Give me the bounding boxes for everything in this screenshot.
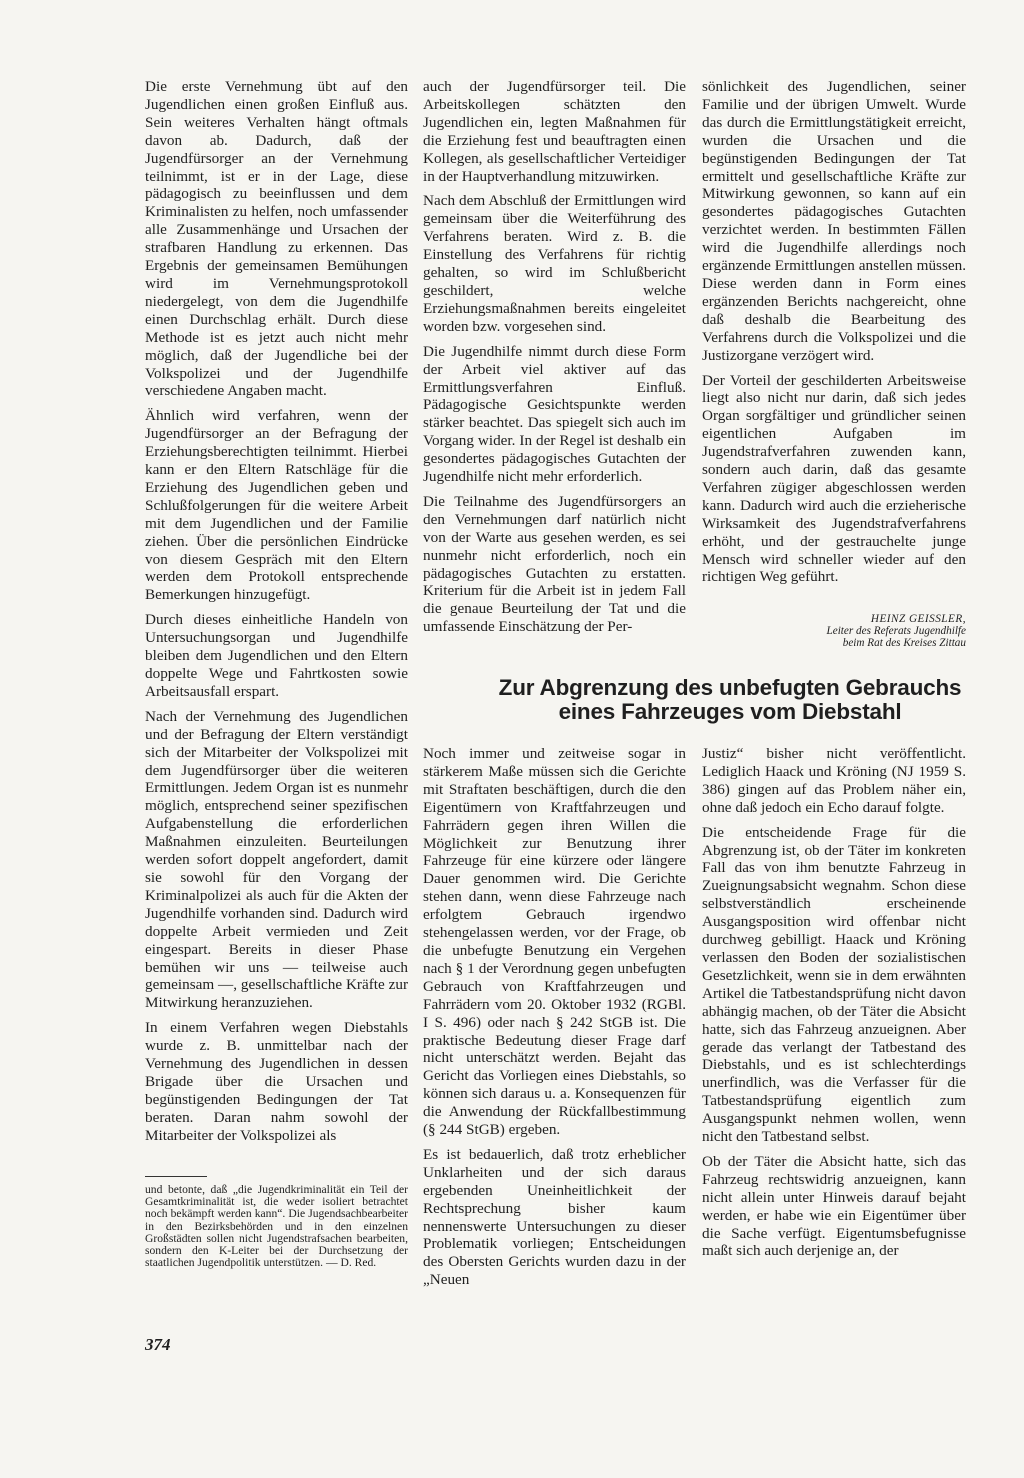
article-column-b [702,745,966,1267]
paragraph: Nach der Vernehmung des Jugendlichen und der Befragung der Eltern verständigt sich der Mitarbeiter der Volkspolizei mit dem Jugendfürsorger über die weiteren Ermittlungen. Jedem Organ ist es nunmehr möglich, entsprechend seiner spezifischen Aufgabenstellung die erforderlichen Maßnahmen einzuleiten. Beurteilungen werden sofort doppelt angefordert, damit sie sowohl für den Vorgang der Kriminalpolizei als auch für die Akten der Jugendhilfe vorhanden sind. Dadurch wird doppelte Arbeit vermieden und Zeit eingespart. Bereits in dieser Phase bemühen wir uns — teilweise auch gemeinsam —, gesellschaftliche Kräfte zur Mitwirkung heranzuziehen. [145,707,408,1012]
paragraph: Die Jugendhilfe nimmt durch diese Form der Arbeit viel aktiver auf das Ermittlungsverfahren Einfluß. Pädagogische Gesichtspunkte werden stärker beachtet. Das spiegelt sich auch im Vorgang wider. In der Regel ist deshalb ein gesondertes pädagogisches Gutachten der Jugendhilfe nicht mehr erforderlich. [423,342,686,486]
author-title: Leiter des Referats Jugendhilfe [826,625,966,637]
paragraph: sönlichkeit des Jugendlichen, seiner Familie und der übrigen Umwelt. Wurde das durch die Ermittlungstätigkeit erreicht, wurden die Ursachen und die begünstigenden Bedingungen der Tat ermittelt und gesellschaftliche Kräfte zur Mitwirkung gewonnen, so kann auf ein gesondertes pädagogisches Gutachten verzichtet werden. In bestimmten Fällen wird die Jugendhilfe allerdings noch ergänzende Ermittlungen anstellen müssen. Diese werden dann in Form eines ergänzenden Berichts nachgereicht, ohne daß deshalb die Bearbeitung des Verfahrens durch die Volkspolizei und die Justizorgane verzögert wird. [702,78,966,364]
paragraph: Noch immer und zeitweise sogar in stärkerem Maße müssen sich die Gerichte mit Straftaten beschäftigen, durch die den Eigentümern von Kraftfahrzeugen und Fahrrädern gegen ihren Willen die Möglichkeit zur Benutzung ihrer Fahrzeuge für eine kürzere oder längere Dauer genommen wird. Die Gerichte stehen dann, wenn diese Fahrzeuge nach erfolgtem Gebrauch irgendwo stehengelassen werden, vor der Frage, ob die unbefugte Benutzung ein Vergehen nach § 1 der Verordnung gegen unbefugten Gebrauch von Kraftfahrzeugen und Fahrrädern vom 20. Oktober 1932 (RGBl. I S. 496) oder nach § 242 StGB ist. Die praktische Bedeutung dieser Frage darf nicht unterschätzt werden. Bejaht das Gericht das Vorliegen eines Diebstahls, so können sich daraus u. a. Konsequenzen für die Anwendung der Rückfallbestimmung (§ 244 StGB) ergeben. [423,745,686,1139]
column-right [702,78,966,593]
paragraph: auch der Jugendfürsorger teil. Die Arbeitskollegen schätzten den Jugendlichen ein, legten Maßnahmen für die Erziehung fest und beauftragten einen Kollegen, als gesellschaftlicher Verteidiger in der Hauptverhandlung mitzuwirken. [423,78,686,185]
paragraph: Durch dieses einheitliche Handeln von Untersuchungsorgan und Jugendhilfe bleiben dem Jugendlichen und den Eltern doppelte Wege und Fahrtkosten sowie Arbeitsausfall erspart. [145,611,408,700]
paragraph: Ob der Täter die Absicht hatte, sich das Fahrzeug rechtswidrig anzueignen, kann nicht allein unter Hinweis darauf bejaht werden, er habe wie ein Eigentümer über die Sache verfügt. Eigentumsbefugnisse maßt sich auch derjenige an, der [702,1152,966,1260]
paragraph: In einem Verfahren wegen Diebstahls wurde z. B. unmittelbar nach der Vernehmung des Jugendlichen in dessen Brigade über die Ursachen und begünstigenden Bedingungen der Tat beraten. Daran nahm sowohl der Mitarbeiter der Volkspolizei als [145,1019,408,1144]
paragraph: Die entscheidende Frage für die Abgrenzung ist, ob der Täter im konkreten Fall das von ihm benutzte Fahrzeug in Zueignungsabsicht wegnahm. Schon diese selbstverständlich erscheinende Ausgangsposition wird offenbar nicht durchweg gebilligt. Haack und Kröning verlassen den Boden der sozialistischen Gesetzlichkeit, wenn sie in dem erwähnten Artikel die Tatbestandsprüfung nicht davon abhängig machen, ob der Täter die Absicht hatte, sich das Fahrzeug anzueignen. Aber gerade das verlangt der Tatbestand des Diebstahls, und es ist schlechterdings unerfindlich, was die Verfasser für die Tatbestandsprüfung eigentlich zum Ausgangspunkt nehmen wollen, wenn nicht den Tatbestand selbst. [702,823,966,1146]
paragraph: Der Vorteil der geschilderten Arbeitsweise liegt also nicht nur darin, daß sich jedes Organ sorgfältiger und gründlicher seinen eigentlichen Aufgaben im Jugendstrafverfahren zuwenden kann, sondern auch darin, daß das gesamte Verfahren zügiger abgeschlossen werden kann. Dadurch wird auch die erzieherische Wirksamkeit des Jugendstrafverfahrens erhöht, und der gestrauchelte junge Mensch wird schneller wieder auf den richtigen Weg geführt. [702,371,966,586]
author-signature [702,613,966,649]
footnote-divider [145,1176,207,1177]
paragraph: Es ist bedauerlich, daß trotz erheblicher Unklarheiten und der sich daraus ergebenden Uneinheitlichkeit der Rechtsprechung bisher kaum nennenswerte Untersuchungen zu dieser Problematik vorliegen; Entscheidungen des Obersten Gerichts wurden dazu in der „Neuen [423,1145,686,1289]
author-affiliation: beim Rat des Kreises Zittau [842,637,966,649]
paragraph: Ähnlich wird verfahren, wenn der Jugendfürsorger an der Befragung der Erziehungsberechtigten teilnimmt. Hierbei kann er den Eltern Ratschläge für die Erziehung des Jugendlichen geben und Schlußfolgerungen für die weitere Arbeit mit dem Jugendlichen und der Familie ziehen. Über die persönlichen Eindrücke von diesem Gespräch mit den Eltern werden dem Protokoll entsprechende Bemerkungen hinzugefügt. [145,407,408,604]
column-middle [423,78,686,643]
article-headline [470,676,990,724]
author-name: HEINZ GEISSLER, [870,613,966,625]
paragraph: Nach dem Abschluß der Ermittlungen wird gemeinsam über die Weiterführung des Verfahrens beraten. Wird z. B. die Einstellung des Verfahrens für richtig gehalten, so wird im Schlußbericht geschildert, welche Erziehungsmaßnahmen bereits eingeleitet worden bzw. vorgesehen sind. [423,192,686,335]
headline-line-2: eines Fahrzeuges vom Diebstahl [558,699,902,724]
column-left [145,78,408,1152]
paragraph: Justiz“ bisher nicht veröffentlicht. Lediglich Haack und Kröning (NJ 1959 S. 386) gingen auf das Problem näher ein, ohne daß jedoch ein Echo darauf folgte. [702,745,966,816]
headline-line-1: Zur Abgrenzung des unbefugten Gebrauchs [498,675,962,700]
page-number: 374 [145,1335,171,1354]
paragraph: Die erste Vernehmung übt auf den Jugendlichen einen großen Einfluß aus. Sein weiteres Verhalten hängt oftmals davon ab. Dadurch, daß der Jugendfürsorger an der Vernehmung teilnimmt, ist er in der Lage, diese pädagogisch zu beeinflussen und dem Kriminalisten zu helfen, noch umfassender alle Zusammenhänge und Ursachen der strafbaren Handlung zu erkennen. Das Ergebnis der gemeinsamen Bemühungen wird im Vernehmungsprotokoll niedergelegt, von dem die Jugendhilfe einen Durchschlag erhält. Durch diese Methode ist es jetzt auch nicht mehr möglich, daß der Jugendliche bei der Volkspolizei und der Jugendhilfe verschiedene Angaben macht. [145,78,408,400]
paragraph: Die Teilnahme des Jugendfürsorgers an den Vernehmungen darf natürlich nicht von der Warte aus gesehen werden, es sei nunmehr nicht erforderlich, noch ein pädagogisches Gutachten zu erstatten. Kriterium für die Arbeit ist in jedem Fall die genaue Beurteilung der Tat und die umfassende Einschätzung der Per- [423,492,686,636]
footnote: und betonte, daß „die Jugendkriminalität ein Teil der Gesamtkriminalität ist, die weder isoliert betrachtet noch bekämpft werden kann“. Die Jugendsachbearbeiter in den Bezirksbehörden und in den einzelnen Großstädten sollen nicht Jugendstrafsachen bearbeiten, sondern den K-Leiter bei der Durchsetzung der staatlichen Jugendpolitik unterstützen. — D. Red. [145,1183,408,1270]
article-column-a [423,745,686,1296]
